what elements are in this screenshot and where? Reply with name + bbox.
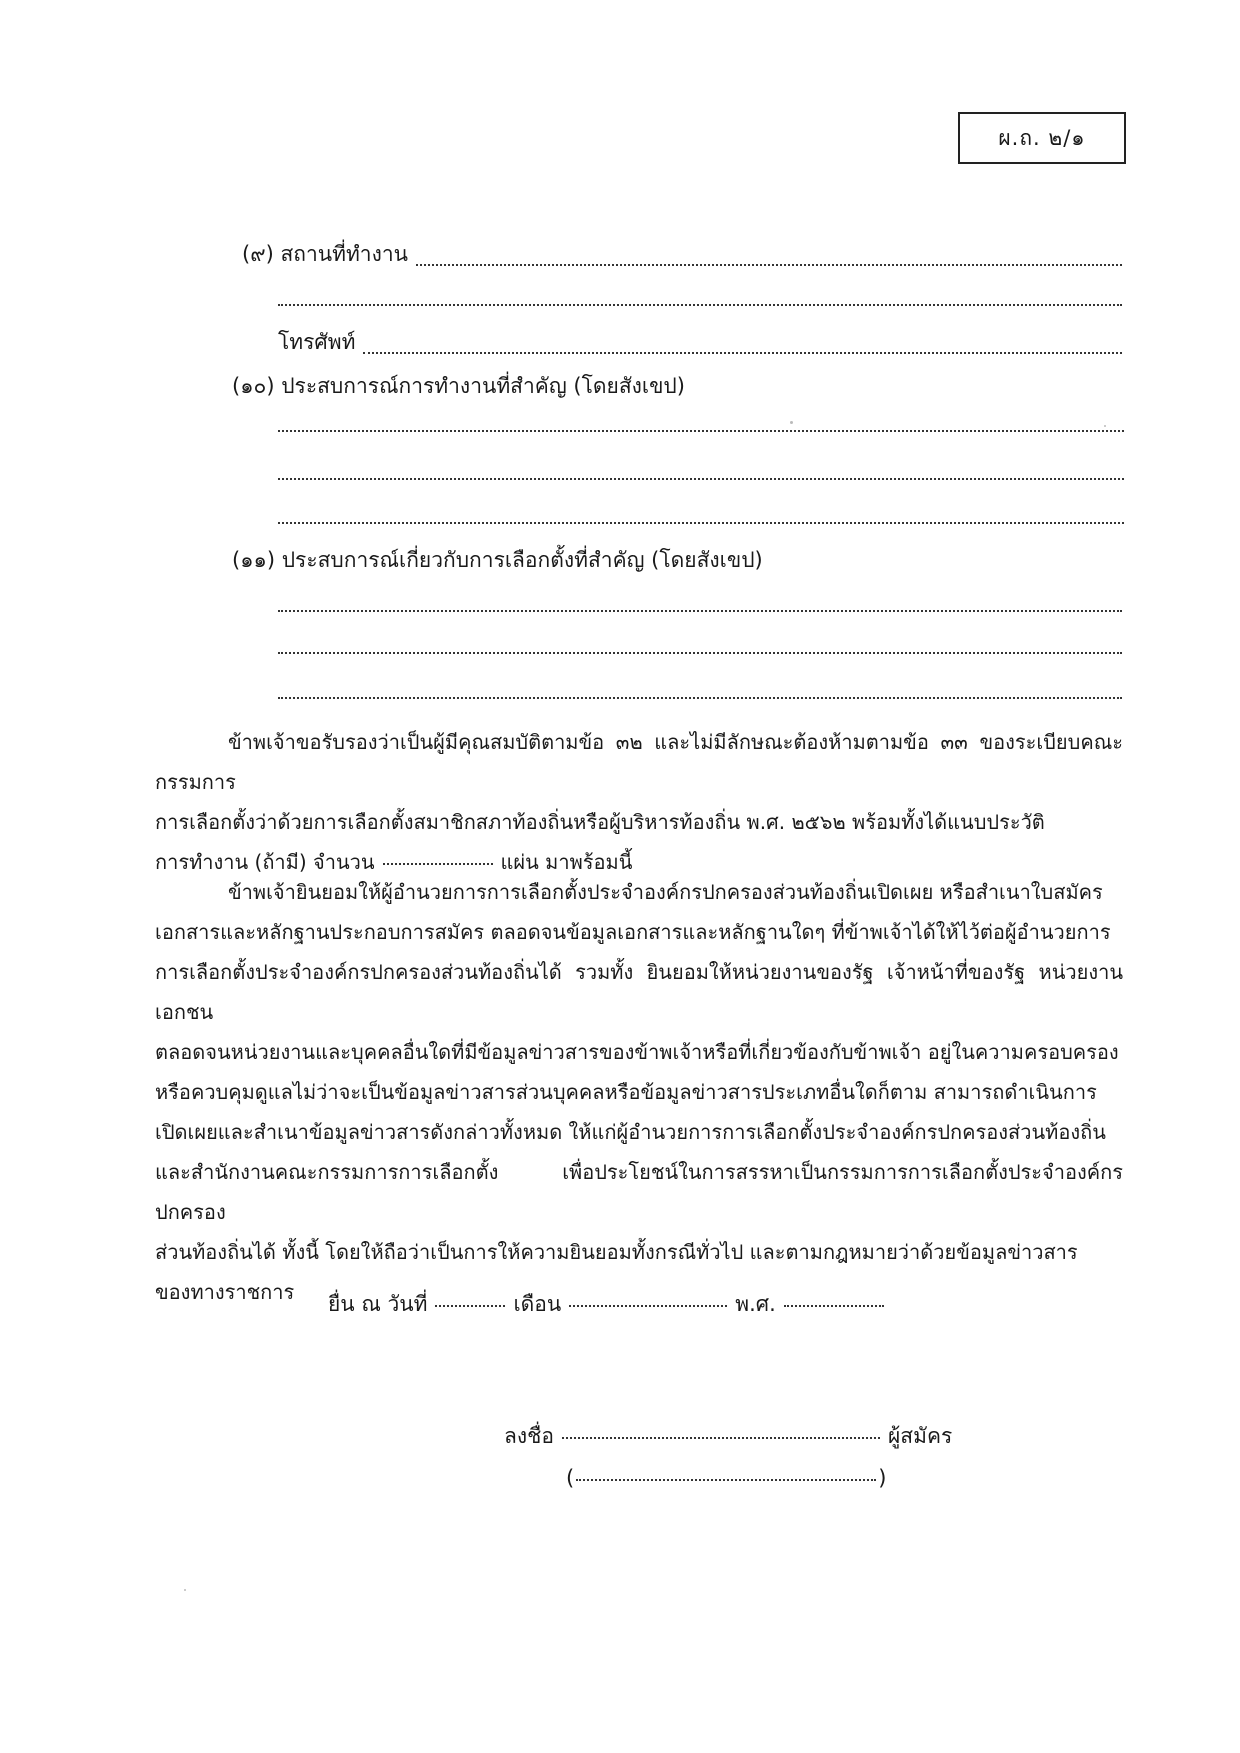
- consent-paragraph: [155, 872, 1123, 1312]
- form-code-box: ผ.ถ. ๒/๑: [958, 112, 1126, 164]
- year-label: พ.ศ.: [735, 1292, 776, 1316]
- day-field[interactable]: [435, 1305, 505, 1307]
- item11-label: (๑๑) ประสบการณ์เกี่ยวกับการเลือกตั้งที่สำคัญ (โดยสังเขป): [232, 548, 763, 572]
- close-paren: ): [878, 1466, 887, 1490]
- open-paren: (: [566, 1466, 575, 1490]
- signature-field[interactable]: [562, 1437, 880, 1439]
- consent-line: และสำนักงานคณะกรรมการการเลือกตั้ง เพื่อประโยชน์ในการสรรหาเป็นกรรมการการเลือกตั้งประจำองค์กรปกครอง: [155, 1160, 1123, 1224]
- item9-phone-row: [278, 326, 1122, 360]
- certification-paragraph: [155, 722, 1123, 882]
- consent-line: เปิดเผยและสำเนาข้อมูลข่าวสารดังกล่าวทั้งหมด ให้แก่ผู้อำนวยการการเลือกตั้งประจำองค์กรปกครองส่วนท้องถิ่น: [155, 1120, 1106, 1144]
- scan-speck: [790, 421, 793, 424]
- signature-row: [504, 1420, 952, 1453]
- month-field[interactable]: [569, 1305, 727, 1307]
- sign-label: ลงชื่อ: [504, 1424, 554, 1448]
- work-experience-line3[interactable]: [278, 522, 1124, 524]
- workplace-field-line2[interactable]: [278, 304, 1122, 306]
- election-experience-line3[interactable]: [278, 697, 1122, 699]
- attachment-count-suffix: แผ่น มาพร้อมนี้: [500, 850, 633, 874]
- submission-date-row: [328, 1288, 892, 1321]
- consent-line: หรือควบคุมดูแลไม่ว่าจะเป็นข้อมูลข่าวสารส่วนบุคคลหรือข้อมูลข่าวสารประเภทอื่นใดก็ตาม สามารถดำเนินการ: [155, 1080, 1097, 1104]
- consent-line: ของทางราชการ: [155, 1280, 295, 1304]
- date-label: ยื่น ณ วันที่: [328, 1292, 428, 1316]
- item10-label: (๑๐) ประสบการณ์การทำงานที่สำคัญ (โดยสังเขป): [232, 374, 685, 398]
- election-experience-line2[interactable]: [278, 652, 1122, 654]
- scan-speck: [1104, 425, 1106, 427]
- consent-line: เอกสารและหลักฐานประกอบการสมัคร ตลอดจนข้อมูลเอกสารและหลักฐานใดๆ ที่ข้าพเจ้าได้ให้ไว้ต่อผู้อำนวยการ: [155, 920, 1111, 944]
- item9-workplace-row: [242, 238, 1122, 272]
- item11-row: [232, 544, 1122, 578]
- attachment-count-field[interactable]: [383, 863, 493, 865]
- phone-field[interactable]: [363, 352, 1122, 354]
- work-experience-line2[interactable]: [278, 478, 1124, 480]
- work-experience-line1[interactable]: [278, 430, 1124, 432]
- workplace-field[interactable]: [416, 264, 1122, 266]
- consent-line: ตลอดจนหน่วยงานและบุคคลอื่นใดที่มีข้อมูลข่าวสารของข้าพเจ้าหรือที่เกี่ยวข้องกับข้าพเจ้า อยู่ในความครอบครอง: [155, 1040, 1119, 1064]
- printed-name-field[interactable]: [576, 1479, 876, 1481]
- applicant-label: ผู้สมัคร: [888, 1424, 953, 1448]
- item9-label: (๙) สถานที่ทำงาน: [242, 242, 409, 266]
- item10-row: [232, 370, 1122, 404]
- certification-line1: ข้าพเจ้าขอรับรองว่าเป็นผู้มีคุณสมบัติตามข้อ ๓๒ และไม่มีลักษณะต้องห้ามตามข้อ ๓๓ ของระเบียบคณะกรรมการ: [155, 730, 1123, 794]
- consent-line: การเลือกตั้งประจำองค์กรปกครองส่วนท้องถิ่นได้ รวมทั้ง ยินยอมให้หน่วยงานของรัฐ เจ้าหน้าที่ของรัฐ หน่วยงานเอกชน: [155, 960, 1123, 1024]
- certification-line2: การเลือกตั้งว่าด้วยการเลือกตั้งสมาชิกสภาท้องถิ่นหรือผู้บริหารท้องถิ่น พ.ศ. ๒๕๖๒ พร้อมทั้งได้แนบประวัติ: [155, 810, 1045, 834]
- attachment-count-label: การทำงาน (ถ้ามี) จำนวน: [155, 850, 375, 874]
- year-field[interactable]: [784, 1305, 884, 1307]
- phone-label: โทรศัพท์: [278, 330, 356, 354]
- consent-line: ส่วนท้องถิ่นได้ ทั้งนี้ โดยให้ถือว่าเป็นการให้ความยินยอมทั้งกรณีทั่วไป และตามกฎหมายว่าด้วยข้อมูลข่าวสาร: [155, 1240, 1078, 1264]
- election-experience-line1[interactable]: [278, 610, 1122, 612]
- printed-name-row: [566, 1466, 886, 1490]
- scan-speck: [184, 1589, 186, 1591]
- consent-line: ข้าพเจ้ายินยอมให้ผู้อำนวยการการเลือกตั้งประจำองค์กรปกครองส่วนท้องถิ่นเปิดเผย หรือสำเนาใบสมัคร: [228, 880, 1103, 904]
- month-label: เดือน: [513, 1292, 562, 1316]
